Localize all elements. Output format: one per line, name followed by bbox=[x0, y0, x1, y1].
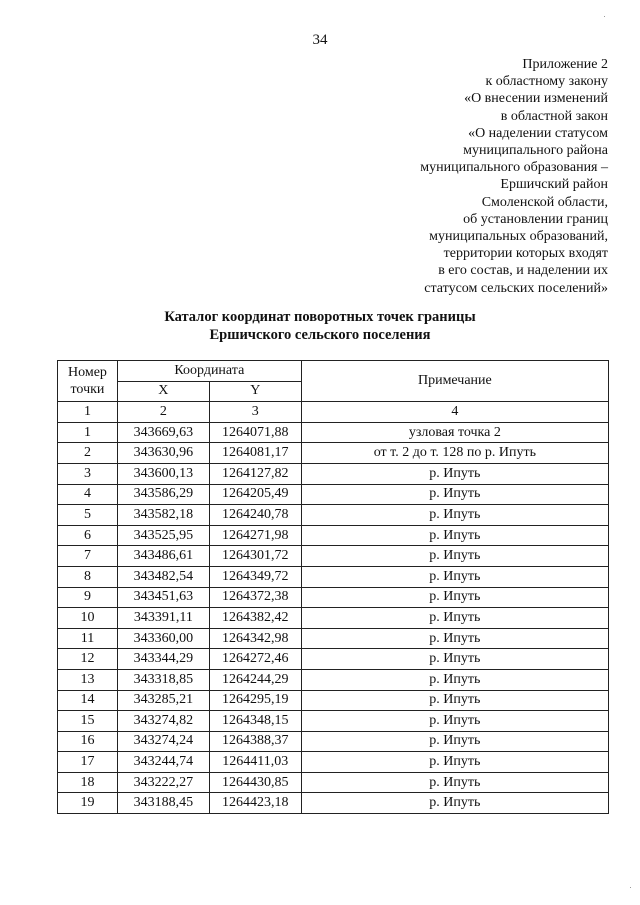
y-coordinate-cell: 1264388,37 bbox=[209, 731, 301, 752]
table-row bbox=[58, 669, 609, 690]
x-coordinate-cell: 343318,85 bbox=[117, 669, 209, 690]
table-row bbox=[58, 711, 609, 732]
point-number-cell: 17 bbox=[58, 752, 118, 773]
note-cell: р. Ипуть bbox=[301, 628, 608, 649]
note-cell: р. Ипуть bbox=[301, 690, 608, 711]
y-coordinate-cell: 1264411,03 bbox=[209, 752, 301, 773]
note-cell: р. Ипуть bbox=[301, 525, 608, 546]
appendix-line: «О внесении изменений bbox=[464, 91, 608, 107]
note-cell: р. Ипуть bbox=[301, 505, 608, 526]
point-number-cell: 10 bbox=[58, 608, 118, 629]
appendix-line: статусом сельских поселений» bbox=[424, 280, 608, 296]
y-coordinate-cell: 1264423,18 bbox=[209, 793, 301, 814]
y-coordinate-cell: 1264272,46 bbox=[209, 649, 301, 670]
point-number-cell: 11 bbox=[58, 628, 118, 649]
x-coordinate-cell: 343222,27 bbox=[117, 772, 209, 793]
column-number-3: 3 bbox=[209, 402, 301, 423]
point-number-cell: 14 bbox=[58, 690, 118, 711]
point-number-cell: 15 bbox=[58, 711, 118, 732]
point-number-cell: 5 bbox=[58, 505, 118, 526]
point-number-cell: 7 bbox=[58, 546, 118, 567]
point-number-cell: 12 bbox=[58, 649, 118, 670]
point-number-cell: 18 bbox=[58, 772, 118, 793]
column-number-4: 4 bbox=[301, 402, 608, 423]
note-cell: р. Ипуть bbox=[301, 608, 608, 629]
table-row bbox=[58, 608, 609, 629]
x-coordinate-cell: 343285,21 bbox=[117, 690, 209, 711]
point-number-cell: 13 bbox=[58, 669, 118, 690]
note-cell: от т. 2 до т. 128 по р. Ипуть bbox=[301, 443, 608, 464]
y-coordinate-cell: 1264295,19 bbox=[209, 690, 301, 711]
appendix-line: в областной закон bbox=[500, 108, 608, 124]
column-number-1: 1 bbox=[58, 402, 118, 423]
y-coordinate-cell: 1264240,78 bbox=[209, 505, 301, 526]
table-row bbox=[58, 731, 609, 752]
point-number-cell: 9 bbox=[58, 587, 118, 608]
table-row bbox=[58, 443, 609, 464]
y-coordinate-cell: 1264382,42 bbox=[209, 608, 301, 629]
y-coordinate-cell: 1264071,88 bbox=[209, 422, 301, 443]
y-coordinate-cell: 1264430,85 bbox=[209, 772, 301, 793]
x-coordinate-cell: 343274,82 bbox=[117, 711, 209, 732]
note-cell: р. Ипуть bbox=[301, 772, 608, 793]
x-coordinate-cell: 343451,63 bbox=[117, 587, 209, 608]
header-point-number bbox=[58, 361, 118, 402]
table-row bbox=[58, 752, 609, 773]
x-coordinate-cell: 343482,54 bbox=[117, 566, 209, 587]
x-coordinate-cell: 343360,00 bbox=[117, 628, 209, 649]
y-coordinate-cell: 1264127,82 bbox=[209, 463, 301, 484]
table-row bbox=[58, 525, 609, 546]
x-coordinate-cell: 343486,61 bbox=[117, 546, 209, 567]
note-cell: р. Ипуть bbox=[301, 752, 608, 773]
column-number-2: 2 bbox=[117, 402, 209, 423]
appendix-line: Приложение 2 bbox=[522, 57, 608, 72]
appendix-line: в его состав, и наделении их bbox=[438, 263, 608, 279]
scan-speck bbox=[630, 887, 631, 888]
appendix-block bbox=[278, 56, 608, 297]
x-coordinate-cell: 343630,96 bbox=[117, 443, 209, 464]
table-row bbox=[58, 587, 609, 608]
y-coordinate-cell: 1264244,29 bbox=[209, 669, 301, 690]
note-cell: р. Ипуть bbox=[301, 731, 608, 752]
table-row bbox=[58, 505, 609, 526]
point-number-cell: 19 bbox=[58, 793, 118, 814]
x-coordinate-cell: 343525,95 bbox=[117, 525, 209, 546]
scan-speck bbox=[604, 16, 605, 17]
table-row bbox=[58, 793, 609, 814]
appendix-line: «О наделении статусом bbox=[468, 125, 608, 141]
heading-line-1: Каталог координат поворотных точек границы bbox=[164, 309, 476, 325]
page-number: 34 bbox=[312, 32, 328, 48]
appendix-line: муниципального образования – bbox=[420, 160, 608, 176]
note-cell: р. Ипуть bbox=[301, 566, 608, 587]
coordinates-table bbox=[57, 360, 609, 814]
header-x: X bbox=[117, 381, 209, 402]
table-row bbox=[58, 690, 609, 711]
note-cell: р. Ипуть bbox=[301, 546, 608, 567]
point-number-cell: 2 bbox=[58, 443, 118, 464]
note-cell: узловая точка 2 bbox=[301, 422, 608, 443]
point-number-cell: 4 bbox=[58, 484, 118, 505]
appendix-line: Ершичский район bbox=[500, 177, 608, 193]
appendix-line: муниципального района bbox=[463, 143, 608, 159]
x-coordinate-cell: 343188,45 bbox=[117, 793, 209, 814]
header-point-line-2: точки bbox=[70, 382, 105, 398]
y-coordinate-cell: 1264372,38 bbox=[209, 587, 301, 608]
table-row bbox=[58, 566, 609, 587]
table-row bbox=[58, 484, 609, 505]
point-number-cell: 3 bbox=[58, 463, 118, 484]
y-coordinate-cell: 1264348,15 bbox=[209, 711, 301, 732]
header-coordinates: Координата bbox=[117, 361, 301, 382]
x-coordinate-cell: 343669,63 bbox=[117, 422, 209, 443]
appendix-line: об установлении границ bbox=[463, 211, 608, 227]
note-cell: р. Ипуть bbox=[301, 587, 608, 608]
note-cell: р. Ипуть bbox=[301, 484, 608, 505]
note-cell: р. Ипуть bbox=[301, 669, 608, 690]
table-row bbox=[58, 772, 609, 793]
header-y: Y bbox=[209, 381, 301, 402]
appendix-line: территории которых входят bbox=[443, 246, 608, 262]
y-coordinate-cell: 1264205,49 bbox=[209, 484, 301, 505]
x-coordinate-cell: 343600,13 bbox=[117, 463, 209, 484]
y-coordinate-cell: 1264271,98 bbox=[209, 525, 301, 546]
y-coordinate-cell: 1264081,17 bbox=[209, 443, 301, 464]
x-coordinate-cell: 343582,18 bbox=[117, 505, 209, 526]
table-row bbox=[58, 649, 609, 670]
point-number-cell: 6 bbox=[58, 525, 118, 546]
table-row bbox=[58, 463, 609, 484]
y-coordinate-cell: 1264342,98 bbox=[209, 628, 301, 649]
x-coordinate-cell: 343586,29 bbox=[117, 484, 209, 505]
x-coordinate-cell: 343344,29 bbox=[117, 649, 209, 670]
table-row bbox=[58, 628, 609, 649]
point-number-cell: 16 bbox=[58, 731, 118, 752]
y-coordinate-cell: 1264349,72 bbox=[209, 566, 301, 587]
note-cell: р. Ипуть bbox=[301, 463, 608, 484]
x-coordinate-cell: 343244,74 bbox=[117, 752, 209, 773]
note-cell: р. Ипуть bbox=[301, 793, 608, 814]
point-number-cell: 1 bbox=[58, 422, 118, 443]
y-coordinate-cell: 1264301,72 bbox=[209, 546, 301, 567]
x-coordinate-cell: 343274,24 bbox=[117, 731, 209, 752]
point-number-cell: 8 bbox=[58, 566, 118, 587]
header-note: Примечание bbox=[301, 361, 608, 402]
table-row bbox=[58, 422, 609, 443]
appendix-line: к областному закону bbox=[485, 74, 608, 90]
table-body bbox=[58, 422, 609, 813]
appendix-line: Смоленской области, bbox=[481, 194, 608, 210]
table-row bbox=[58, 546, 609, 567]
heading-line-2: Ершичского сельского поселения bbox=[209, 327, 431, 343]
header-point-line-1: Номер bbox=[68, 365, 107, 381]
appendix-line: муниципальных образований, bbox=[429, 229, 608, 245]
note-cell: р. Ипуть bbox=[301, 711, 608, 732]
note-cell: р. Ипуть bbox=[301, 649, 608, 670]
table-heading bbox=[0, 308, 640, 344]
x-coordinate-cell: 343391,11 bbox=[117, 608, 209, 629]
